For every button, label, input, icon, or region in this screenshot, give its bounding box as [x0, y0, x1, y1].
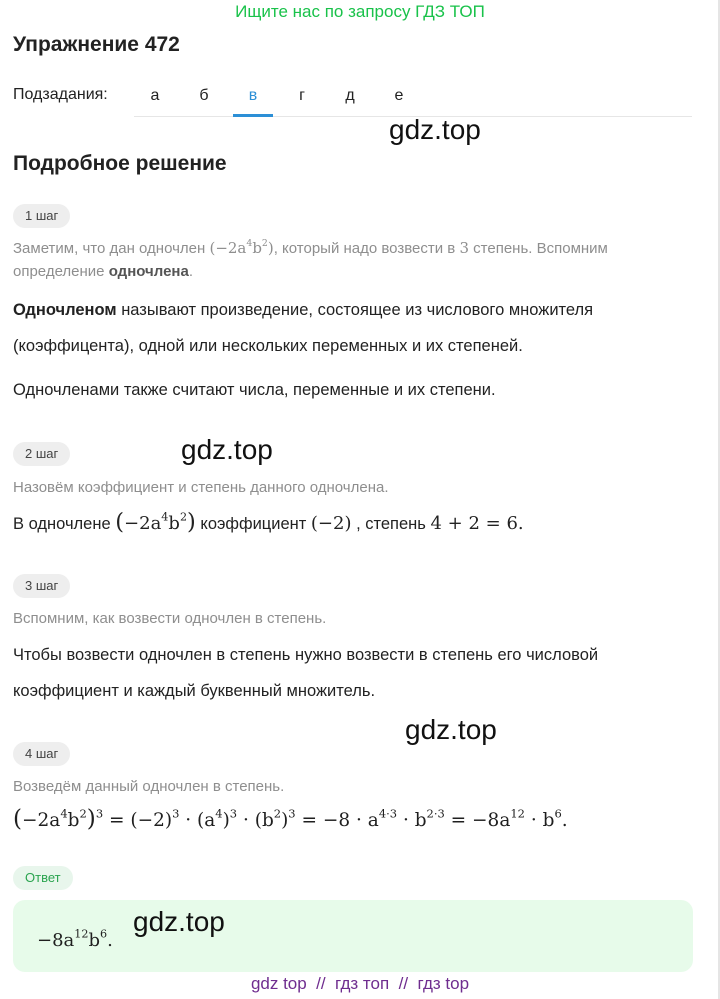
page-title: Упражнение 472	[13, 33, 180, 56]
answer-box	[13, 900, 693, 972]
step-1-hint: Заметим, что дан одночлен $(-2a^4b^2)$, который надо возвести в 3 степень. Вспомним определение одночлена.	[13, 238, 608, 280]
watermark: gdz.top	[181, 434, 273, 465]
step-2-badge: 2 шаг	[13, 442, 70, 466]
step-1-definition: Одночленом называют произведение, состоящее из числового множителя (коэффицента), одной или нескольких переменных и их степеней.	[13, 301, 594, 355]
subtasks-tabs	[134, 76, 692, 117]
step-3-hint: Вспомним, как возвести одночлен в степень.	[13, 610, 327, 627]
tab-g[interactable]: г	[299, 87, 305, 104]
top-banner-link[interactable]: Ищите нас по запросу ГДЗ ТОП	[235, 2, 485, 21]
step-4-badge: 4 шаг	[13, 742, 70, 766]
monomial-expr: $(-2a^4b^2)$	[115, 509, 196, 535]
tab-e[interactable]: е	[394, 87, 404, 104]
step-1-badge: 1 шаг	[13, 204, 70, 228]
step-4-hint: Возведём данный одночлен в степень.	[13, 778, 285, 795]
subtasks-label: Подзадания:	[13, 86, 108, 103]
answer-value: $-8a^{12}b^6$.	[37, 927, 113, 951]
watermark: gdz.top	[405, 714, 497, 745]
solution-heading: Подробное решение	[13, 152, 227, 175]
step-2-text: В одночлене $(-2a^4b^2)$ коэффициент (−2) , степень 4 + 2 = 6.	[13, 509, 524, 535]
step-3-badge: 3 шаг	[13, 574, 70, 598]
tab-a[interactable]: а	[150, 87, 160, 104]
footer-links[interactable]: gdz top // гдз топ // гдз top	[250, 974, 470, 993]
tab-v[interactable]: в	[233, 76, 273, 116]
power-calculation: $(-2a^4b^2)^3 = (-2)^3 \cdot (a^4)^3 \cdot (b^2)^3 = -8 \cdot a^{4\cdot 3} \cdot b^{2\cdot 3} = -8a^{12} \cdot b^6$.	[13, 806, 568, 832]
watermark: gdz.top	[133, 906, 225, 937]
step-1-note: Одночленами также считают числа, переменные и их степени.	[13, 381, 496, 399]
tab-b[interactable]: б	[199, 87, 209, 104]
step-3-text: Чтобы возвести одночлен в степень нужно возвести в степень его числовой коэффициент и каждый буквенный множитель.	[13, 646, 599, 700]
watermark: gdz.top	[389, 114, 481, 145]
monomial-expr: $(-2a^4b^2)$	[209, 238, 274, 257]
answer-badge: Ответ	[13, 866, 73, 890]
step-2-hint: Назовём коэффициент и степень данного одночлена.	[13, 479, 389, 496]
tab-d[interactable]: д	[345, 87, 355, 104]
